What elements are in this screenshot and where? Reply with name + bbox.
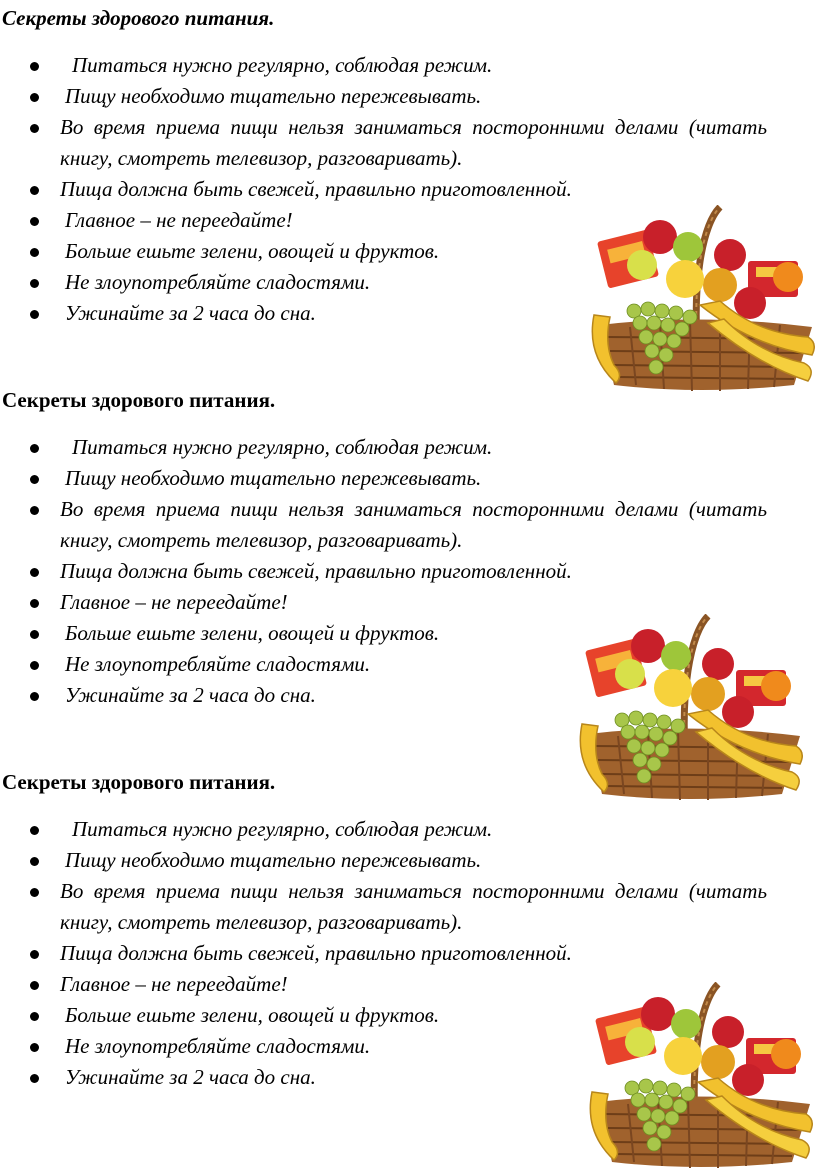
list-item-text: Во время приема пищи нельзя заниматься посторонними делами (читать книгу, смотреть телевизор, разговаривать).	[60, 879, 767, 934]
list-item	[0, 112, 767, 174]
list-item-text: Больше ешьте зелени, овощей и фруктов.	[65, 1003, 440, 1027]
list-item-text: Питаться нужно регулярно, соблюдая режим.	[72, 817, 493, 841]
list-item-text: Главное – не переедайте!	[60, 590, 288, 614]
list-item	[0, 174, 816, 205]
list-item-text: Пищу необходимо тщательно пережевывать.	[65, 466, 482, 490]
fruit-basket-image	[580, 205, 816, 395]
list-item	[0, 463, 816, 494]
bullet-icon	[30, 1074, 39, 1083]
list-item-text: Пища должна быть свежей, правильно приготовленной.	[60, 941, 572, 965]
list-item-text: Главное – не переедайте!	[60, 972, 288, 996]
bullet-icon	[30, 124, 39, 133]
section-title: Секреты здорового питания.	[2, 6, 275, 30]
list-item-text: Питаться нужно регулярно, соблюдая режим.	[72, 53, 493, 77]
bullet-icon	[30, 981, 39, 990]
list-item	[0, 814, 816, 845]
bullet-icon	[30, 630, 39, 639]
fruit-basket-image	[578, 982, 816, 1172]
list-item	[0, 556, 816, 587]
list-item-text: Ужинайте за 2 часа до сна.	[65, 1065, 316, 1089]
bullet-icon	[30, 217, 39, 226]
bullet-icon	[30, 444, 39, 453]
list-item	[0, 81, 816, 112]
list-item-text: Не злоупотребляйте сладостями.	[65, 652, 371, 676]
bullet-icon	[30, 186, 39, 195]
bullet-icon	[30, 826, 39, 835]
list-item-text: Ужинайте за 2 часа до сна.	[65, 683, 316, 707]
list-item	[0, 50, 816, 81]
list-item-text: Пища должна быть свежей, правильно приготовленной.	[60, 177, 572, 201]
list-item-text: Ужинайте за 2 часа до сна.	[65, 301, 316, 325]
list-item-text: Больше ешьте зелени, овощей и фруктов.	[65, 621, 440, 645]
bullet-icon	[30, 279, 39, 288]
list-item	[0, 494, 767, 556]
list-item	[0, 432, 816, 463]
bullet-icon	[30, 692, 39, 701]
bullet-icon	[30, 888, 39, 897]
section-title: Секреты здорового питания.	[2, 770, 276, 794]
bullet-icon	[30, 93, 39, 102]
bullet-icon	[30, 950, 39, 959]
bullet-icon	[30, 62, 39, 71]
bullet-icon	[30, 475, 39, 484]
list-item	[0, 845, 816, 876]
bullet-icon	[30, 1012, 39, 1021]
list-item-text: Во время приема пищи нельзя заниматься посторонними делами (читать книгу, смотреть телевизор, разговаривать).	[60, 115, 767, 170]
list-item	[0, 876, 767, 938]
bullet-icon	[30, 248, 39, 257]
bullet-icon	[30, 1043, 39, 1052]
list-item-text: Пищу необходимо тщательно пережевывать.	[65, 84, 482, 108]
fruit-basket-image	[568, 614, 808, 804]
list-item-text: Пищу необходимо тщательно пережевывать.	[65, 848, 482, 872]
bullet-icon	[30, 506, 39, 515]
list-item-text: Больше ешьте зелени, овощей и фруктов.	[65, 239, 440, 263]
list-item-text: Питаться нужно регулярно, соблюдая режим.	[72, 435, 493, 459]
bullet-icon	[30, 568, 39, 577]
list-item-text: Во время приема пищи нельзя заниматься посторонними делами (читать книгу, смотреть телевизор, разговаривать).	[60, 497, 767, 552]
list-item-text: Главное – не переедайте!	[65, 208, 293, 232]
bullet-icon	[30, 857, 39, 866]
list-item-text: Не злоупотребляйте сладостями.	[65, 1034, 371, 1058]
list-item-text: Пища должна быть свежей, правильно приготовленной.	[60, 559, 572, 583]
bullet-icon	[30, 310, 39, 319]
list-item	[0, 938, 816, 969]
bullet-icon	[30, 599, 39, 608]
list-item-text: Не злоупотребляйте сладостями.	[65, 270, 371, 294]
bullet-icon	[30, 661, 39, 670]
section-title: Секреты здорового питания.	[2, 388, 276, 412]
